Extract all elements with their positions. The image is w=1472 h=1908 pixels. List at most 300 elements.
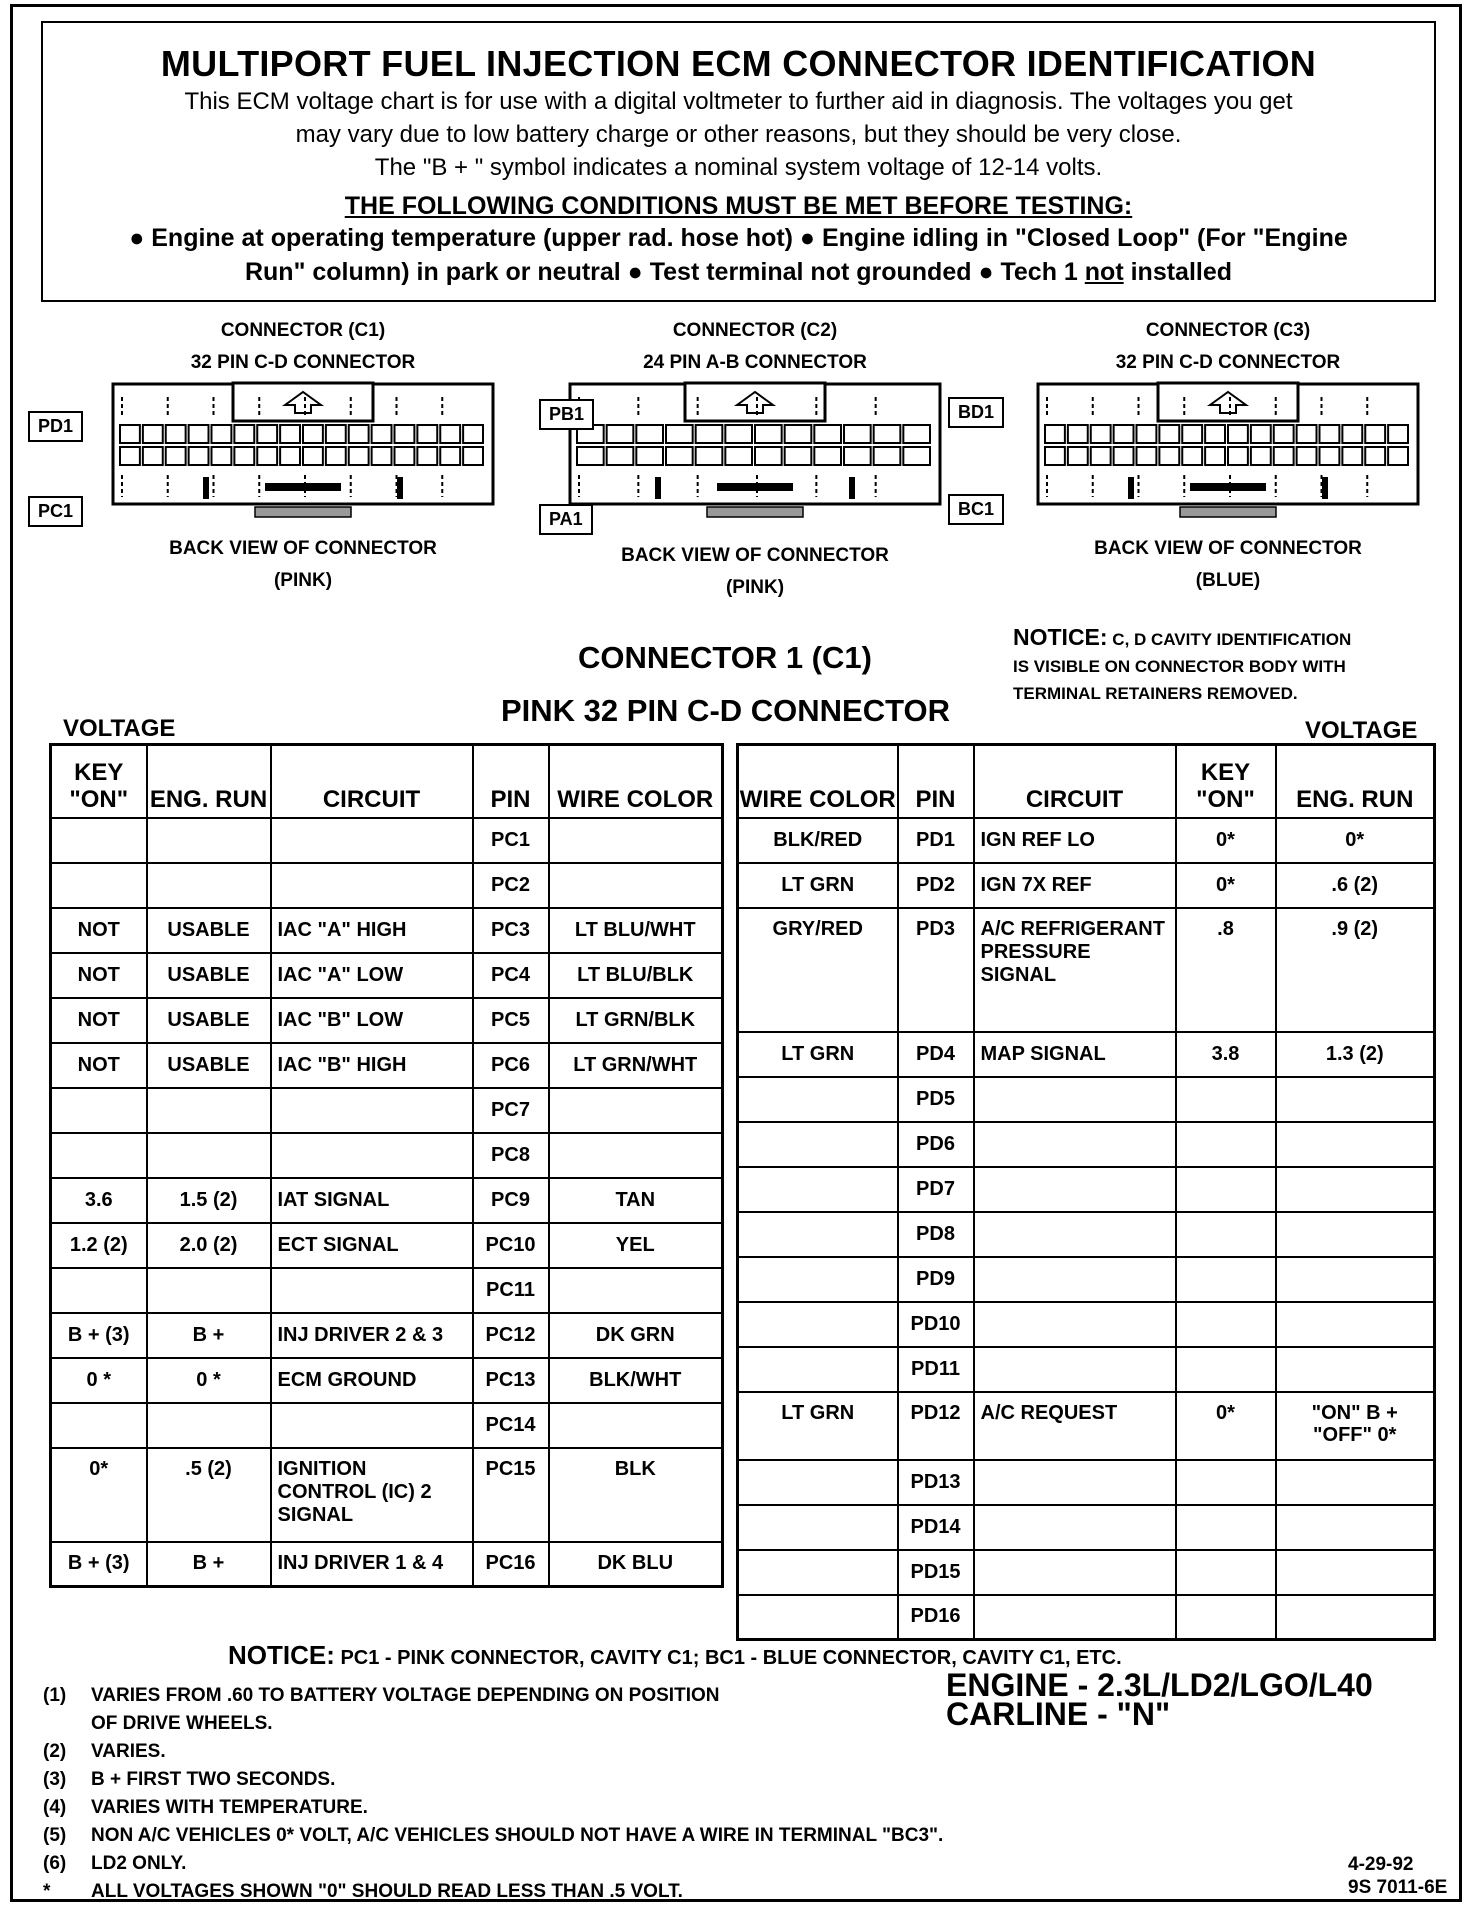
cell-wire-color: LT GRN xyxy=(738,1392,898,1460)
pin-cavity xyxy=(372,447,392,465)
notice-line-3: TERMINAL RETAINERS REMOVED. xyxy=(1013,684,1298,703)
cell-eng-run: USABLE xyxy=(147,998,271,1043)
footnote xyxy=(43,1822,943,1850)
footnote xyxy=(43,1878,943,1906)
footnote-number: (5) xyxy=(43,1825,67,1846)
pin-cavity xyxy=(1365,425,1385,443)
cell-eng-run xyxy=(147,1268,271,1313)
cell-pin: PD8 xyxy=(898,1212,974,1257)
cell-pin: PC14 xyxy=(473,1403,549,1448)
cell-wire-color: TAN xyxy=(549,1178,723,1223)
cell-wire-color: DK GRN xyxy=(549,1313,723,1358)
cell-eng-run xyxy=(1276,1077,1435,1122)
notice-line-2: IS VISIBLE ON CONNECTOR BODY WITH xyxy=(1013,657,1346,676)
cell-pin: PC1 xyxy=(473,818,549,863)
cell-eng-run: 1.3 (2) xyxy=(1276,1032,1435,1077)
center-bar xyxy=(1190,483,1266,491)
footnote xyxy=(43,1794,943,1822)
cell-circuit: IGNITION CONTROL (IC) 2 SIGNAL xyxy=(271,1448,473,1542)
pin-cavity xyxy=(303,447,323,465)
retainer-tab xyxy=(1180,507,1276,517)
cell-wire-color: BLK xyxy=(549,1448,723,1542)
cell-wire-color xyxy=(549,1268,723,1313)
cell-pin: PC4 xyxy=(473,953,549,998)
cell-circuit xyxy=(271,1133,473,1178)
footnote xyxy=(43,1682,943,1710)
pin-cavity xyxy=(1342,447,1362,465)
cell-key-on: 0 * xyxy=(51,1358,147,1403)
tag-pa1: PA1 xyxy=(539,504,593,535)
cell-key-on: 3.6 xyxy=(51,1178,147,1223)
cell-pin: PD14 xyxy=(898,1505,974,1550)
table-row xyxy=(51,998,723,1043)
cell-circuit: IAC "B" LOW xyxy=(271,998,473,1043)
retainer-tab xyxy=(707,507,803,517)
cell-eng-run: 2.0 (2) xyxy=(147,1223,271,1268)
pin-cavity xyxy=(1297,425,1317,443)
footnote-number: (2) xyxy=(43,1741,67,1762)
pin-cavity xyxy=(189,447,209,465)
footnote xyxy=(43,1850,943,1878)
table-row xyxy=(51,1448,723,1542)
table-row xyxy=(738,1122,1435,1167)
table-header-row xyxy=(51,745,723,818)
tag-pb1: PB1 xyxy=(539,399,594,430)
cell-key-on xyxy=(1176,1167,1276,1212)
pin-cavity xyxy=(280,447,300,465)
table-row xyxy=(738,908,1435,1032)
footnote-text: VARIES FROM .60 TO BATTERY VOLTAGE DEPENDING ON POSITION xyxy=(91,1685,720,1706)
cell-wire-color xyxy=(549,1133,723,1178)
cell-eng-run xyxy=(1276,1460,1435,1505)
intro-line-3: The "B + " symbol indicates a nominal system voltage of 12-14 volts. xyxy=(374,154,1103,181)
cell-wire-color xyxy=(738,1212,898,1257)
pin-cavity xyxy=(1137,447,1157,465)
pin-cavity xyxy=(143,425,163,443)
cell-circuit: IAC "B" HIGH xyxy=(271,1043,473,1088)
header-circuit: CIRCUIT xyxy=(974,745,1176,818)
cell-pin: PC2 xyxy=(473,863,549,908)
cell-wire-color xyxy=(738,1505,898,1550)
pin-cavity xyxy=(326,447,346,465)
pin-cavity xyxy=(1320,425,1340,443)
table-row xyxy=(738,1257,1435,1302)
footnote-text: NON A/C VEHICLES 0* VOLT, A/C VEHICLES SHOULD NOT HAVE A WIRE IN TERMINAL "BC3". xyxy=(91,1825,944,1846)
pin-cavity xyxy=(1228,447,1248,465)
pin-cavity xyxy=(1251,425,1271,443)
cell-circuit xyxy=(974,1347,1176,1392)
cell-key-on xyxy=(1176,1122,1276,1167)
connector-name: CONNECTOR (C1) xyxy=(220,320,386,341)
connector-name: CONNECTOR (C3) xyxy=(1145,320,1311,341)
table-row xyxy=(738,1347,1435,1392)
cell-wire-color xyxy=(738,1257,898,1302)
cell-pin: PD6 xyxy=(898,1122,974,1167)
pin-cavity xyxy=(212,447,232,465)
pin-cavity xyxy=(1388,425,1408,443)
cell-eng-run: .9 (2) xyxy=(1276,908,1435,1032)
pin-cavity xyxy=(257,425,277,443)
cell-eng-run xyxy=(1276,1122,1435,1167)
cell-key-on xyxy=(1176,1302,1276,1347)
cell-key-on xyxy=(1176,1347,1276,1392)
pin-cavity xyxy=(1091,425,1111,443)
pin-cavity xyxy=(417,447,437,465)
pin-cavity xyxy=(725,447,752,465)
cell-pin: PD13 xyxy=(898,1460,974,1505)
cell-eng-run xyxy=(147,818,271,863)
table-row xyxy=(738,1550,1435,1595)
voltage-label-right: VOLTAGE xyxy=(1305,717,1418,744)
intro-line-2: may vary due to low battery charge or other reasons, but they should be very close. xyxy=(295,121,1182,148)
cell-wire-color xyxy=(738,1347,898,1392)
cell-key-on xyxy=(1176,1595,1276,1640)
cell-circuit: IAC "A" HIGH xyxy=(271,908,473,953)
footnote-number: (1) xyxy=(43,1685,67,1706)
table-row xyxy=(51,1358,723,1403)
cell-pin: PD16 xyxy=(898,1595,974,1640)
cell-wire-color xyxy=(738,1595,898,1640)
cell-key-on xyxy=(1176,1505,1276,1550)
cell-eng-run xyxy=(1276,1505,1435,1550)
table-row xyxy=(738,1460,1435,1505)
table-row xyxy=(51,818,723,863)
pin-cavity xyxy=(844,425,871,443)
pin-cavity xyxy=(440,425,460,443)
connector-name: CONNECTOR (C2) xyxy=(672,320,838,341)
cell-eng-run xyxy=(1276,1302,1435,1347)
retainer-tab xyxy=(255,507,351,517)
tag-bd1: BD1 xyxy=(948,397,1004,428)
cell-pin: PC5 xyxy=(473,998,549,1043)
table-row xyxy=(51,1542,723,1587)
pin-cavity xyxy=(903,447,930,465)
cell-circuit xyxy=(271,1088,473,1133)
cell-circuit xyxy=(974,1302,1176,1347)
cell-circuit xyxy=(974,1257,1176,1302)
latch xyxy=(1158,383,1298,421)
header-key-on: KEY "ON" xyxy=(1176,745,1276,818)
cell-pin: PC12 xyxy=(473,1313,549,1358)
pin-cavity xyxy=(1205,447,1225,465)
table-row xyxy=(51,863,723,908)
connector-c3-drawing xyxy=(1023,379,1433,527)
pin-cavity xyxy=(1205,425,1225,443)
cell-circuit: IAC "A" LOW xyxy=(271,953,473,998)
header-key-on: KEY "ON" xyxy=(51,745,147,818)
cell-key-on xyxy=(51,1268,147,1313)
cell-pin: PC9 xyxy=(473,1178,549,1223)
pin-cavity xyxy=(1159,447,1179,465)
section-title: CONNECTOR 1 (C1) xyxy=(578,640,872,675)
document-page xyxy=(10,4,1462,1902)
cell-eng-run xyxy=(147,1133,271,1178)
cell-eng-run xyxy=(1276,1212,1435,1257)
pin-cavity xyxy=(814,447,841,465)
cell-key-on xyxy=(51,1403,147,1448)
table-row xyxy=(738,1505,1435,1550)
carline-line: CARLINE - "N" xyxy=(946,1696,1171,1732)
pin-cavity xyxy=(1159,425,1179,443)
connector-view: BACK VIEW OF CONNECTOR xyxy=(621,545,889,566)
cell-circuit xyxy=(271,1268,473,1313)
pin-cavity xyxy=(874,425,901,443)
footnote-text: VARIES. xyxy=(91,1741,166,1762)
cell-eng-run xyxy=(1276,1257,1435,1302)
pin-cavity xyxy=(257,447,277,465)
pin-cavity xyxy=(303,425,323,443)
cell-pin: PC16 xyxy=(473,1542,549,1587)
cell-eng-run xyxy=(1276,1347,1435,1392)
cell-eng-run: USABLE xyxy=(147,953,271,998)
latch xyxy=(685,383,825,421)
cell-wire-color xyxy=(738,1122,898,1167)
cell-circuit: INJ DRIVER 2 & 3 xyxy=(271,1313,473,1358)
doc-code: 9S 7011-6E xyxy=(1348,1877,1448,1898)
conditions-not-underlined: not xyxy=(1084,258,1124,286)
footnote-number xyxy=(43,1710,91,1738)
cell-value: "OFF" 0* xyxy=(1313,1423,1397,1446)
table-row xyxy=(738,1032,1435,1077)
pin-cavity xyxy=(349,425,369,443)
cell-wire-color xyxy=(549,818,723,863)
cell-eng-run: .6 (2) xyxy=(1276,863,1435,908)
cell-circuit xyxy=(974,1550,1176,1595)
connector-view: BACK VIEW OF CONNECTOR xyxy=(169,538,437,559)
table-row xyxy=(738,1212,1435,1257)
table-header-row xyxy=(738,745,1435,818)
cell-eng-run xyxy=(1276,1595,1435,1640)
cell-wire-color: LT BLU/WHT xyxy=(549,908,723,953)
table-row xyxy=(51,1223,723,1268)
cell-eng-run xyxy=(147,863,271,908)
pin-cavity xyxy=(1091,447,1111,465)
cell-circuit xyxy=(974,1460,1176,1505)
connector-c3-diagram xyxy=(1023,315,1433,597)
connector-c2-diagram xyxy=(555,315,955,604)
table-row xyxy=(51,1268,723,1313)
pin-cavity xyxy=(1182,447,1202,465)
pin-cavity xyxy=(120,447,140,465)
cell-circuit: A/C REQUEST xyxy=(974,1392,1176,1460)
conditions-title: THE FOLLOWING CONDITIONS MUST BE MET BEFORE TESTING: xyxy=(344,192,1133,220)
pin-cavity xyxy=(349,447,369,465)
cell-key-on: 3.8 xyxy=(1176,1032,1276,1077)
pin-cavity xyxy=(1045,447,1065,465)
pin-cavity xyxy=(577,447,604,465)
cell-key-on: NOT xyxy=(51,953,147,998)
cell-pin: PD3 xyxy=(898,908,974,1032)
pin-cavity xyxy=(785,447,812,465)
notice-text: PC1 - PINK CONNECTOR, CAVITY C1; BC1 - BLUE CONNECTOR, CAVITY C1, ETC. xyxy=(334,1647,1122,1669)
cell-key-on xyxy=(51,1133,147,1178)
cell-wire-color xyxy=(549,1403,723,1448)
cell-circuit xyxy=(974,1077,1176,1122)
cell-circuit: IGN 7X REF xyxy=(974,863,1176,908)
footnote xyxy=(43,1710,943,1738)
conditions-text-a: Run" column) in park or neutral ● Test terminal not grounded ● Tech 1 xyxy=(244,258,1085,286)
cell-pin: PC15 xyxy=(473,1448,549,1542)
doc-footer xyxy=(1348,1853,1447,1899)
cell-eng-run xyxy=(147,1403,271,1448)
cell-pin: PC6 xyxy=(473,1043,549,1088)
pin-cavity xyxy=(785,425,812,443)
cell-circuit: IGN REF LO xyxy=(974,818,1176,863)
cell-wire-color: BLK/RED xyxy=(738,818,898,863)
cell-pin: PD10 xyxy=(898,1302,974,1347)
cell-circuit: ECT SIGNAL xyxy=(271,1223,473,1268)
cell-pin: PD2 xyxy=(898,863,974,908)
cell-eng-run xyxy=(1276,1550,1435,1595)
cell-wire-color: LT GRN xyxy=(738,1032,898,1077)
pin-cavity xyxy=(1137,425,1157,443)
table-row xyxy=(51,1403,723,1448)
header-eng-run: ENG. RUN xyxy=(1276,745,1435,818)
footnote-number: (3) xyxy=(43,1769,67,1790)
footnote-number: (4) xyxy=(43,1797,67,1818)
conditions-text-b: installed xyxy=(1123,258,1233,286)
pin-cavity xyxy=(666,447,693,465)
notice-line-1: C, D CAVITY IDENTIFICATION xyxy=(1107,630,1352,649)
pin-cavity xyxy=(143,447,163,465)
cell-circuit xyxy=(271,1403,473,1448)
cell-pin: PC11 xyxy=(473,1268,549,1313)
cell-key-on xyxy=(51,818,147,863)
table-row xyxy=(738,1167,1435,1212)
cell-key-on: B + (3) xyxy=(51,1542,147,1587)
table-row xyxy=(738,1595,1435,1640)
cavity-notice xyxy=(1013,624,1351,707)
cell-wire-color xyxy=(738,1550,898,1595)
pin-cavity xyxy=(1342,425,1362,443)
connector-type: 32 PIN C-D CONNECTOR xyxy=(190,352,416,373)
cell-eng-run: 1.5 (2) xyxy=(147,1178,271,1223)
pin-cavity xyxy=(696,447,723,465)
cell-eng-run: B + xyxy=(147,1313,271,1358)
footnote-text: ALL VOLTAGES SHOWN "0" SHOULD READ LESS THAN .5 VOLT. xyxy=(91,1881,683,1902)
footnote-text: VARIES WITH TEMPERATURE. xyxy=(91,1797,368,1818)
connector-type: 24 PIN A-B CONNECTOR xyxy=(643,352,867,373)
cell-wire-color: LT GRN/WHT xyxy=(549,1043,723,1088)
notice-label: NOTICE: xyxy=(1013,624,1108,650)
footnote xyxy=(43,1738,943,1766)
cell-pin: PD9 xyxy=(898,1257,974,1302)
cell-wire-color: DK BLU xyxy=(549,1542,723,1587)
cell-pin: PC8 xyxy=(473,1133,549,1178)
section-subtitle: PINK 32 PIN C-D CONNECTOR xyxy=(501,693,950,728)
cell-wire-color xyxy=(549,1088,723,1133)
cell-circuit xyxy=(974,1595,1176,1640)
notice-label: NOTICE: xyxy=(228,1640,335,1670)
cell-pin: PC3 xyxy=(473,908,549,953)
pin-cavity xyxy=(234,447,254,465)
table-row xyxy=(738,1077,1435,1122)
table-row xyxy=(51,953,723,998)
cell-circuit xyxy=(974,1167,1176,1212)
cell-key-on xyxy=(51,1088,147,1133)
pin-cavity xyxy=(755,425,782,443)
pin-cavity xyxy=(234,425,254,443)
header-wire-color: WIRE COLOR xyxy=(738,745,898,818)
header-pin: PIN xyxy=(473,745,549,818)
engine-info xyxy=(946,1667,1373,1732)
cell-wire-color xyxy=(738,1302,898,1347)
center-bar xyxy=(265,483,341,491)
table-row xyxy=(51,1133,723,1178)
tag-pc1: PC1 xyxy=(28,496,83,527)
cell-wire-color: LT GRN xyxy=(738,863,898,908)
footnotes xyxy=(43,1682,943,1906)
cell-eng-run: 0 * xyxy=(147,1358,271,1403)
pin-cavity xyxy=(395,425,415,443)
cell-pin: PD12 xyxy=(898,1392,974,1460)
cell-eng-run: 0* xyxy=(1276,818,1435,863)
latch xyxy=(233,383,373,421)
connector-color: (PINK) xyxy=(725,577,785,598)
footnote-text: B + FIRST TWO SECONDS. xyxy=(91,1769,336,1790)
pin-cavity xyxy=(636,447,663,465)
doc-date: 4-29-92 xyxy=(1348,1854,1414,1875)
pin-cavity xyxy=(696,425,723,443)
header-eng-run: ENG. RUN xyxy=(147,745,271,818)
pin-cavity xyxy=(372,425,392,443)
conditions-line-1: ● Engine at operating temperature (upper rad. hose hot) ● Engine idling in "Closed Loop" (For "Engine xyxy=(129,224,1348,252)
cell-pin: PD15 xyxy=(898,1550,974,1595)
intro-line-1: This ECM voltage chart is for use with a digital voltmeter to further aid in diagnosis. The voltages you get xyxy=(184,88,1293,115)
side-bar xyxy=(1128,477,1134,499)
pin-cavity xyxy=(440,447,460,465)
pin-cavity xyxy=(1045,425,1065,443)
cell-wire-color: YEL xyxy=(549,1223,723,1268)
footnote-number: * xyxy=(43,1881,51,1902)
cell-key-on: 0* xyxy=(1176,818,1276,863)
cell-wire-color: LT GRN/BLK xyxy=(549,998,723,1043)
side-bar xyxy=(1322,477,1328,499)
cell-key-on: NOT xyxy=(51,998,147,1043)
pin-cavity xyxy=(1274,447,1294,465)
cell-pin: PC10 xyxy=(473,1223,549,1268)
cell-eng-run xyxy=(1276,1392,1435,1460)
pc-pin-table xyxy=(49,743,724,1588)
cell-value: "ON" B + xyxy=(1311,1401,1398,1424)
cell-circuit xyxy=(974,1122,1176,1167)
footnote-text: LD2 ONLY. xyxy=(91,1853,187,1874)
pin-cavity xyxy=(1388,447,1408,465)
pin-cavity xyxy=(1114,425,1134,443)
cell-key-on: .8 xyxy=(1176,908,1276,1032)
connector-type: 32 PIN C-D CONNECTOR xyxy=(1115,352,1341,373)
header-circuit: CIRCUIT xyxy=(271,745,473,818)
cell-circuit xyxy=(271,863,473,908)
cell-key-on: NOT xyxy=(51,908,147,953)
connector-c1-diagram xyxy=(98,315,508,597)
pin-cavity xyxy=(120,425,140,443)
cell-pin: PD1 xyxy=(898,818,974,863)
center-bar xyxy=(717,483,793,491)
cell-key-on: 0* xyxy=(1176,1392,1276,1460)
pin-cavity xyxy=(1297,447,1317,465)
pin-cavity xyxy=(463,425,483,443)
cell-key-on xyxy=(1176,1257,1276,1302)
cell-pin: PC13 xyxy=(473,1358,549,1403)
table-row xyxy=(51,908,723,953)
voltage-label-left: VOLTAGE xyxy=(63,715,176,742)
connector-color: (PINK) xyxy=(273,570,333,591)
cell-circuit: IAT SIGNAL xyxy=(271,1178,473,1223)
pin-cavity xyxy=(844,447,871,465)
pin-cavity xyxy=(166,447,186,465)
side-bar xyxy=(203,477,209,499)
